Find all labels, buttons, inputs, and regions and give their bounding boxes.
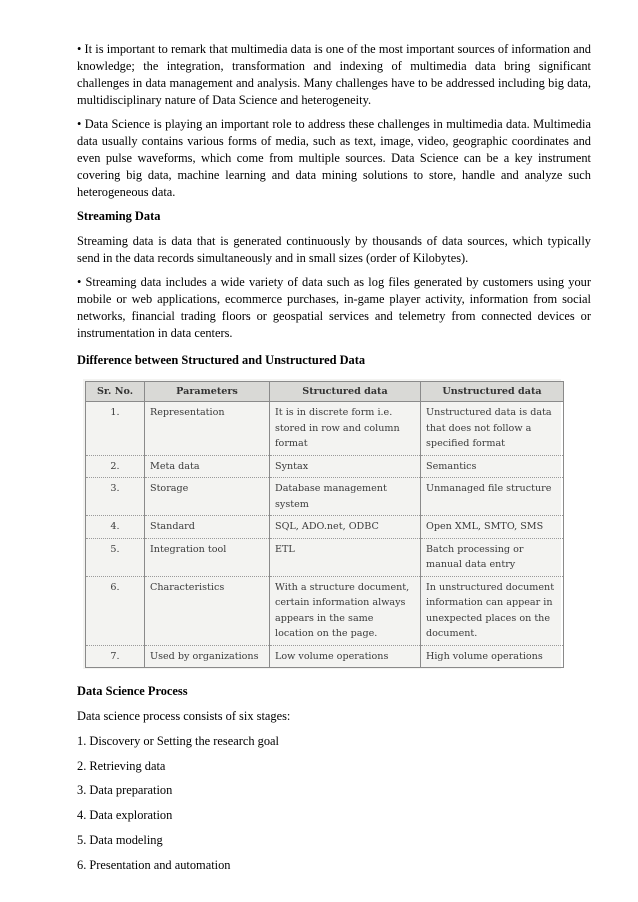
cell-unstructured: Unmanaged file structure — [421, 478, 564, 516]
cell-parameter: Used by organizations — [145, 645, 270, 668]
heading-structured-vs-unstructured: Difference between Structured and Unstructured Data — [77, 353, 366, 367]
cell-structured: With a structure document, certain information always appears in the same location on the page. — [270, 576, 421, 645]
header-sr-no: Sr. No. — [86, 382, 145, 402]
process-stage: 4. Data exploration — [77, 808, 173, 823]
table-row — [86, 455, 564, 478]
cell-parameter: Standard — [145, 516, 270, 539]
cell-unstructured: Open XML, SMTO, SMS — [421, 516, 564, 539]
cell-parameter: Characteristics — [145, 576, 270, 645]
table-row — [86, 478, 564, 516]
comparison-table-image — [83, 379, 561, 669]
paragraph-multimedia-challenges: • Data Science is playing an important role to address these challenges in multimedia data. Multimedia data usually contains various forms of media, such as text, image, video, geographic coordinates and even pulse waveforms, which come from multiple sources. Data Science can be a key instrument covering big data, machine learning and data mining solutions to store, handle and analyze such heterogeneous data. — [77, 117, 591, 199]
process-stage: 3. Data preparation — [77, 783, 173, 798]
table-row — [86, 576, 564, 645]
cell-unstructured: High volume operations — [421, 645, 564, 668]
cell-sr-no: 6. — [86, 576, 145, 645]
cell-structured: Low volume operations — [270, 645, 421, 668]
document-page — [77, 41, 591, 882]
table-row — [86, 402, 564, 456]
paragraph-streaming-examples: • Streaming data includes a wide variety of data such as log files generated by customers using your mobile or web applications, ecommerce purchases, in-game player activity, information from social networks, financial trading floors or geospatial services and telemetry from connected devices or instrumentation in data centers. — [77, 275, 591, 340]
header-parameters: Parameters — [145, 382, 270, 402]
table-row — [86, 645, 564, 668]
process-intro: Data science process consists of six stages: — [77, 709, 291, 723]
process-stage: 1. Discovery or Setting the research goal — [77, 733, 279, 748]
cell-unstructured: Batch processing or manual data entry — [421, 538, 564, 576]
paragraph-streaming-definition: Streaming data is data that is generated continuously by thousands of data sources, which typically send in the data records simultaneously and in small sizes (order of Kilobytes). — [77, 234, 591, 265]
cell-unstructured: Semantics — [421, 455, 564, 478]
heading-data-science-process: Data Science Process — [77, 684, 188, 698]
table-row — [86, 516, 564, 539]
paragraph-multimedia-importance: • It is important to remark that multimedia data is one of the most important sources of information and knowledge; the integration, transformation and indexing of multimedia data bring significant challenges in data management and analysis. Many challenges have to be addressed including big data, multidisciplinary nature of Data Science and heterogeneity. — [77, 42, 591, 107]
cell-sr-no: 2. — [86, 455, 145, 478]
table-row — [86, 538, 564, 576]
cell-sr-no: 1. — [86, 402, 145, 456]
cell-parameter: Integration tool — [145, 538, 270, 576]
cell-parameter: Storage — [145, 478, 270, 516]
cell-sr-no: 3. — [86, 478, 145, 516]
cell-parameter: Meta data — [145, 455, 270, 478]
cell-structured: SQL, ADO.net, ODBC — [270, 516, 421, 539]
process-stage: 6. Presentation and automation — [77, 857, 231, 872]
cell-sr-no: 7. — [86, 645, 145, 668]
cell-parameter: Representation — [145, 402, 270, 456]
header-structured-data: Structured data — [270, 382, 421, 402]
cell-unstructured: In unstructured document information can appear in unexpected places on the document. — [421, 576, 564, 645]
heading-streaming-data: Streaming Data — [77, 209, 161, 223]
cell-sr-no: 4. — [86, 516, 145, 539]
comparison-table — [85, 381, 564, 668]
cell-structured: Database management system — [270, 478, 421, 516]
header-unstructured-data: Unstructured data — [421, 382, 564, 402]
process-stage: 5. Data modeling — [77, 832, 163, 847]
cell-sr-no: 5. — [86, 538, 145, 576]
cell-unstructured: Unstructured data is data that does not follow a specified format — [421, 402, 564, 456]
table-header-row — [86, 382, 564, 402]
process-stage: 2. Retrieving data — [77, 758, 166, 773]
cell-structured: It is in discrete form i.e. stored in row and column format — [270, 402, 421, 456]
cell-structured: ETL — [270, 538, 421, 576]
cell-structured: Syntax — [270, 455, 421, 478]
